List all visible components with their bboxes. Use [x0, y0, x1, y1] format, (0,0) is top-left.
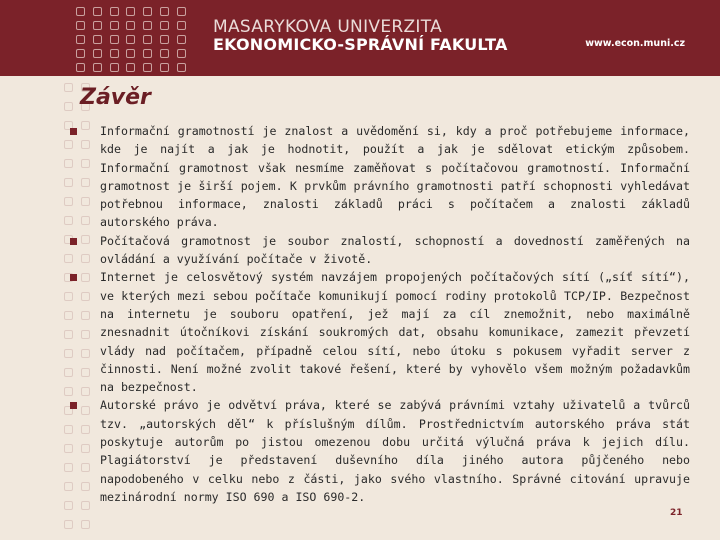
logo-square-icon [173, 4, 190, 18]
square-bullet-icon [70, 402, 77, 409]
page-number: 21 [670, 508, 683, 518]
logo-square-icon [156, 4, 173, 18]
logo-square-icon [173, 60, 190, 74]
pattern-square-icon [60, 78, 77, 97]
logo-square-icon [89, 46, 106, 60]
bullet-item-internet [70, 268, 690, 396]
logo-square-icon [173, 18, 190, 32]
square-bullet-icon [70, 128, 77, 135]
bullet-text: Internet je celosvětový systém navzájem propojených počítačových sítí („síť sítí“), ve kterých mezi sebou počítače komunikují pomocí rodiny protokolů TCP/IP. Bezpečnost na internetu je souboru opatření, jež mají za cíl znemožnit, nebo maximálně znesnadnit útočníkovi získání soukromých dat, obsahu komunikace, zamezit převzetí vlády nad počítačem, případně celou sítí, nebo útoku s pokusem vyřadit server z činnosti. Není možné zvolit takové řešení, které by vyhovělo všem možným požadavkům na bezpečnost. [100, 270, 690, 395]
faculty-name: EKONOMICKO-SPRÁVNÍ FAKULTA [213, 35, 508, 54]
bullet-item-copyright [70, 396, 690, 506]
logo-square-icon [106, 46, 123, 60]
logo-square-icon [89, 18, 106, 32]
slide-title: Závěr [80, 85, 151, 110]
university-name: MASARYKOVA UNIVERZITA [213, 17, 443, 37]
logo-square-icon [139, 32, 156, 46]
logo-square-icon [123, 4, 140, 18]
logo-square-icon [89, 32, 106, 46]
pattern-square-icon [77, 515, 94, 534]
pattern-square-icon [60, 97, 77, 116]
logo-square-icon [123, 46, 140, 60]
bullet-item-information-literacy [70, 122, 690, 232]
logo-square-icon [72, 4, 89, 18]
square-bullet-icon [70, 238, 77, 245]
logo-square-icon [173, 46, 190, 60]
bullet-text: Počítačová gramotnost je soubor znalostí, schopností a dovedností zaměřených na ovládání a využívání počítače v životě. [100, 233, 690, 267]
logo-square-icon [89, 4, 106, 18]
logo-square-icon [106, 4, 123, 18]
logo-square-icon [139, 4, 156, 18]
logo-square-icon [139, 46, 156, 60]
university-logo-grid-icon [72, 4, 190, 74]
logo-square-icon [139, 60, 156, 74]
pattern-square-icon [60, 515, 77, 534]
logo-square-icon [106, 60, 123, 74]
bullet-list [70, 122, 690, 506]
logo-square-icon [156, 46, 173, 60]
website-url[interactable]: www.econ.muni.cz [585, 38, 685, 49]
square-bullet-icon [70, 274, 77, 281]
logo-square-icon [89, 60, 106, 74]
logo-square-icon [156, 32, 173, 46]
logo-square-icon [123, 18, 140, 32]
logo-square-icon [72, 46, 89, 60]
header-bar [0, 0, 720, 76]
bullet-text: Informační gramotností je znalost a uvědomění si, kdy a proč potřebujeme informace, kde je najít a jak je hodnotit, použít a jak je sdělovat etickým způsobem. Informační gramotnost však nesmíme zaměňovat s počítačovou gramotností. Informační gramotnost je širší pojem. K prvkům právního gramotnosti patří schopnosti vyhledávat potřebnou informace, znalosti základů práci s počítačem a znalosti základů autorského práva. [100, 124, 690, 230]
logo-square-icon [72, 18, 89, 32]
logo-square-icon [173, 32, 190, 46]
bullet-item-computer-literacy [70, 232, 690, 269]
logo-square-icon [156, 18, 173, 32]
logo-square-icon [139, 18, 156, 32]
logo-square-icon [106, 18, 123, 32]
bullet-text: Autorské právo je odvětví práva, které se zabývá právními vztahy uživatelů a tvůrců tzv. „autorských děl“ k příslušným dílům. Prostřednictvím autorského práva stát poskytuje autorům po jistou omezenou dobu určitá výlučná práva k jejich dílu. Plagiátorství je představení duševního díla jiného autora půjčeného nebo napodobeného v celku nebo z části, jako svého vlastního. Správné citování upravuje mezinárodní normy ISO 690 a ISO 690-2. [100, 398, 690, 504]
logo-square-icon [123, 60, 140, 74]
logo-square-icon [123, 32, 140, 46]
logo-square-icon [106, 32, 123, 46]
logo-square-icon [72, 60, 89, 74]
logo-square-icon [156, 60, 173, 74]
logo-square-icon [72, 32, 89, 46]
